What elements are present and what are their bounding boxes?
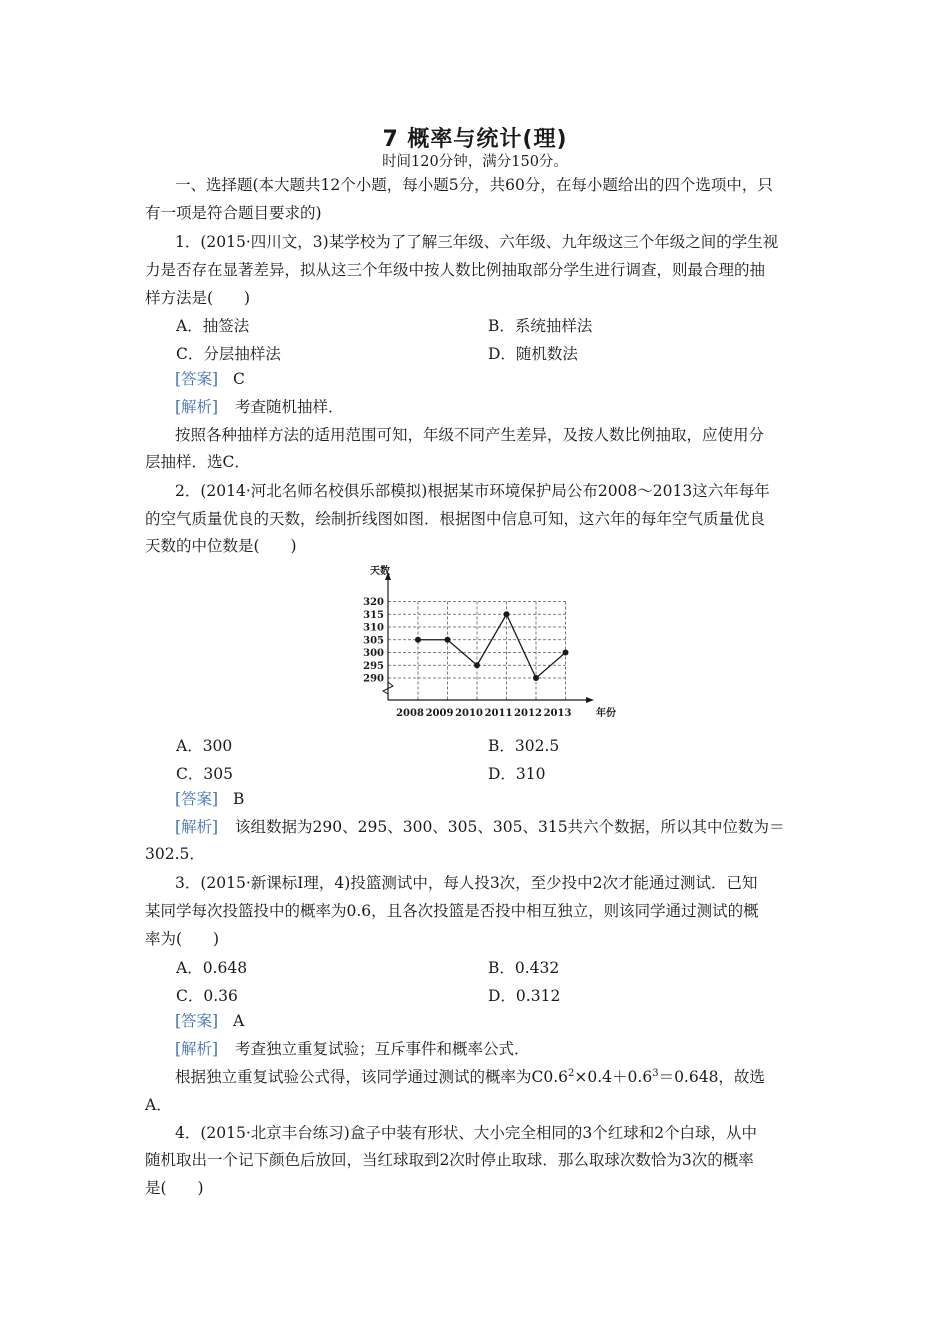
analysis-text: 考查随机抽样． [235,398,344,416]
q4-text: 4．(2015·北京丰台练习)盒子中装有形状、大小完全相同的3个红球和2个白球，从中 [175,1124,758,1142]
data-point [445,637,451,643]
chart-axes [383,572,594,703]
x-axis-label: 年份 [596,708,616,719]
data-point [533,675,539,681]
q4-text: 是( ) [145,1179,204,1197]
q1-explain: 层抽样．选C． [145,453,250,471]
q1-option-b: B．系统抽样法 [488,317,593,335]
chart-grid [388,602,566,701]
x-axis-arrow [586,697,594,703]
y-tick-label: 320 [363,597,384,608]
y-tick-label: 310 [363,622,384,634]
q1-option-d: D．随机数法 [488,345,578,363]
q1-option-a: A．抽签法 [176,317,250,335]
q2-option-a: A．300 [176,737,233,755]
y-tick-label: 315 [363,609,384,621]
q3-answer [175,1011,835,1031]
q1-text: 样方法是( ) [145,289,251,307]
q3-analysis [175,1039,835,1059]
q3-text: 3．(2015·新课标Ⅰ理，4)投篮测试中，每人投3次，至少投中2次才能通过测试．已知 [175,874,758,892]
q2-text: 天数的中位数是( ) [145,537,297,555]
q1-text: 1．(2015·四川文，3)某学校为了了解三年级、六年级、九年级这三个年级之间的学生视 [175,233,779,251]
data-point [474,662,480,668]
answer-tag: [答案] [175,1012,219,1030]
q3-option-c: C．0.36 [176,987,238,1005]
q2-text: 2．(2014·河北名师名校俱乐部模拟)根据某市环境保护局公布2008～2013这六年每年 [175,482,770,500]
q2-answer [175,789,835,809]
y-tick-label: 300 [363,648,384,659]
x-tick-label: 2011 [484,708,513,719]
explain-text: ×0.4＋0.6 [574,1068,653,1086]
x-tick-label: 2008 [396,708,424,719]
series-line [418,614,566,678]
q3-option-b: B．0.432 [488,959,560,977]
q3-text: 率为( ) [145,930,220,948]
analysis-tag: [解析] [175,818,219,836]
x-tick-label: 2010 [455,708,483,719]
y-axis-label: 天数 [370,566,390,577]
x-tick-label: 2012 [514,708,542,719]
answer-tag: [答案] [175,790,219,808]
x-tick-label: 2009 [425,708,454,719]
q3-option-a: A．0.648 [176,959,248,977]
chart-series [415,611,569,681]
q3-option-d: D．0.312 [488,987,561,1005]
analysis-tag: [解析] [175,1040,219,1058]
q2-option-d: D．310 [488,765,546,783]
answer-value: B [233,790,245,808]
q2-option-c: C．305 [176,765,233,783]
explain-text: ＝0.648，故选 [658,1068,765,1086]
exam-info: 时间120分钟，满分150分。 [382,154,568,170]
data-point [563,650,569,656]
q3-explain: A． [145,1096,172,1114]
data-point [504,611,510,617]
exponent: 2 [568,1067,575,1079]
q1-text: 力是否存在显著差异，拟从这三个年级中按人数比例抽取部分学生进行调查，则最合理的抽 [145,261,766,279]
exponent: 3 [652,1067,659,1079]
page-title: 7 概率与统计(理) [382,127,568,152]
q1-explain: 按照各种抽样方法的适用范围可知，年级不同产生差异，及按人数比例抽取，应使用分 [175,426,765,444]
y-tick-label: 295 [363,660,384,672]
explain-text: 根据独立重复试验公式得，该同学通过测试的概率为C0.6 [175,1068,569,1086]
x-tick-label: 2013 [543,708,572,719]
answer-value: A [233,1012,245,1030]
q1-answer [175,369,835,389]
q2-text: 的空气质量优良的天数，绘制折线图如图．根据图中信息可知，这六年的每年空气质量优良 [145,510,766,528]
q2-explain: 302.5． [145,845,205,863]
q1-option-c: C．分层抽样法 [176,345,281,363]
section-heading: 一、选择题(本大题共12个小题，每小题5分，共60分，在每小题给出的四个选项中，只 [175,176,773,194]
y-tick-label: 290 [363,673,384,685]
section-heading-cont: 有一项是符合题目要求的) [145,204,322,222]
q4-text: 随机取出一个记下颜色后放回，当红球取到2次时停止取球．那么取球次数恰为3次的概率 [145,1151,754,1169]
q2-analysis [175,817,835,837]
analysis-text: 考查独立重复试验；互斥事件和概率公式． [235,1040,530,1058]
q2-option-b: B．302.5 [488,737,560,755]
answer-value: C [233,370,245,388]
q3-explain [175,1067,835,1087]
q1-analysis [175,397,835,417]
analysis-tag: [解析] [175,398,219,416]
y-tick-label: 305 [363,635,384,647]
analysis-text: 该组数据为290、295、300、305、305、315共六个数据，所以其中位数为＝ [235,818,785,836]
chart-ticks [363,564,616,719]
data-point [415,637,421,643]
line-chart [330,562,630,722]
answer-tag: [答案] [175,370,219,388]
q3-text: 某同学每次投篮投中的概率为0.6，且各次投篮是否投中相互独立，则该同学通过测试的概 [145,902,759,920]
